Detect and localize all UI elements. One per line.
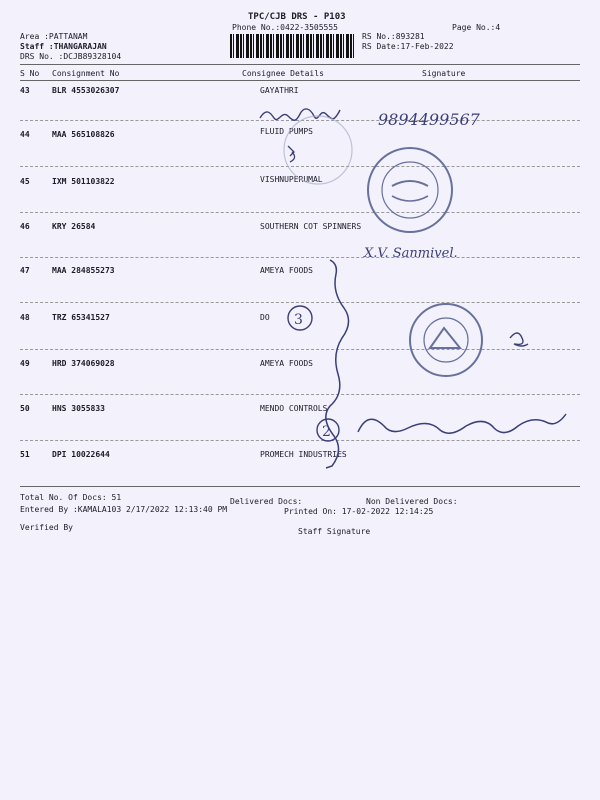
- row-consignment: HNS 3055833: [52, 404, 105, 413]
- drs-title: TPC/CJB DRS - P103: [248, 12, 346, 22]
- entered-by: Entered By :KAMALA103 2/17/2022 12:13:40 PM: [20, 505, 228, 514]
- row-consignee: FLUID PUMPS: [260, 127, 313, 136]
- company-seal: [368, 148, 452, 232]
- handwritten-phone: 9894499567: [378, 110, 480, 129]
- total-docs: Total No. Of Docs: 51: [20, 493, 122, 502]
- row-consignee: AMEYA FOODS: [260, 359, 313, 368]
- row-consignee: VISHNUPERUMAL: [260, 175, 323, 184]
- row-consignment: KRY 26584: [52, 222, 96, 231]
- col-sno: S No: [20, 69, 40, 78]
- row-consignment: HRD 374069028: [52, 359, 115, 368]
- rs-number: RS No.:893281: [362, 32, 425, 41]
- printed-on: Printed On: 17-02-2022 12:14:25: [284, 507, 434, 516]
- long-signature: [358, 414, 566, 433]
- row-consignee: AMEYA FOODS: [260, 266, 313, 275]
- page-number: Page No.:4: [452, 23, 501, 32]
- row-sno: 46: [20, 222, 30, 231]
- company-seal-2: [410, 304, 482, 376]
- row-sno: 45: [20, 177, 30, 186]
- row-sno: 43: [20, 86, 30, 95]
- row-consignment: BLR 4553026307: [52, 86, 120, 95]
- delivered-docs: Delivered Docs:: [230, 497, 303, 506]
- rs-date: RS Date:17-Feb-2022: [362, 42, 454, 51]
- row-consignment: DPI 10022644: [52, 450, 110, 459]
- row-consignee: GAYATHRI: [260, 86, 299, 95]
- row-sno: 48: [20, 313, 30, 322]
- svg-text:2: 2: [322, 424, 331, 440]
- signature-mark: [288, 146, 295, 162]
- phone-number: Phone No.:0422-3505555: [232, 23, 338, 32]
- row-sno: 49: [20, 359, 30, 368]
- row-sno: 44: [20, 130, 30, 139]
- row-sno: 50: [20, 404, 30, 413]
- row-consignment: MAA 284855273: [52, 266, 115, 275]
- col-signature: Signature: [422, 69, 466, 78]
- area-label: Area :PATTANAM: [20, 32, 88, 41]
- staff-label: Staff :THANGARAJAN: [20, 42, 107, 51]
- svg-text:3: 3: [294, 312, 303, 328]
- row-sno: 51: [20, 450, 30, 459]
- faint-stamp: [284, 116, 352, 184]
- row-consignment: IXM 501103822: [52, 177, 115, 186]
- row-consignee: MENDO CONTROLS: [260, 404, 328, 413]
- signature-scrawl: [260, 109, 340, 120]
- staff-signature: Staff Signature: [298, 527, 371, 536]
- drs-number: DRS No. :DCJB89328104: [20, 52, 122, 61]
- col-consignee: Consignee Details: [242, 69, 324, 78]
- non-delivered-docs: Non Delivered Docs:: [366, 497, 458, 506]
- col-consignment: Consignment No: [52, 69, 120, 78]
- verified-by: Verified By: [20, 523, 73, 532]
- row-consignee: DO: [260, 313, 270, 322]
- row-consignment: MAA 565108826: [52, 130, 115, 139]
- row-consignee: PROMECH INDUSTRIES: [260, 450, 347, 459]
- handwritten-name: X.V. Sanmivel.: [364, 246, 458, 261]
- row-sno: 47: [20, 266, 30, 275]
- signature-mark-2: [510, 333, 528, 346]
- row-consignee: SOUTHERN COT SPINNERS: [260, 222, 362, 231]
- row-consignment: TRZ 65341527: [52, 313, 110, 322]
